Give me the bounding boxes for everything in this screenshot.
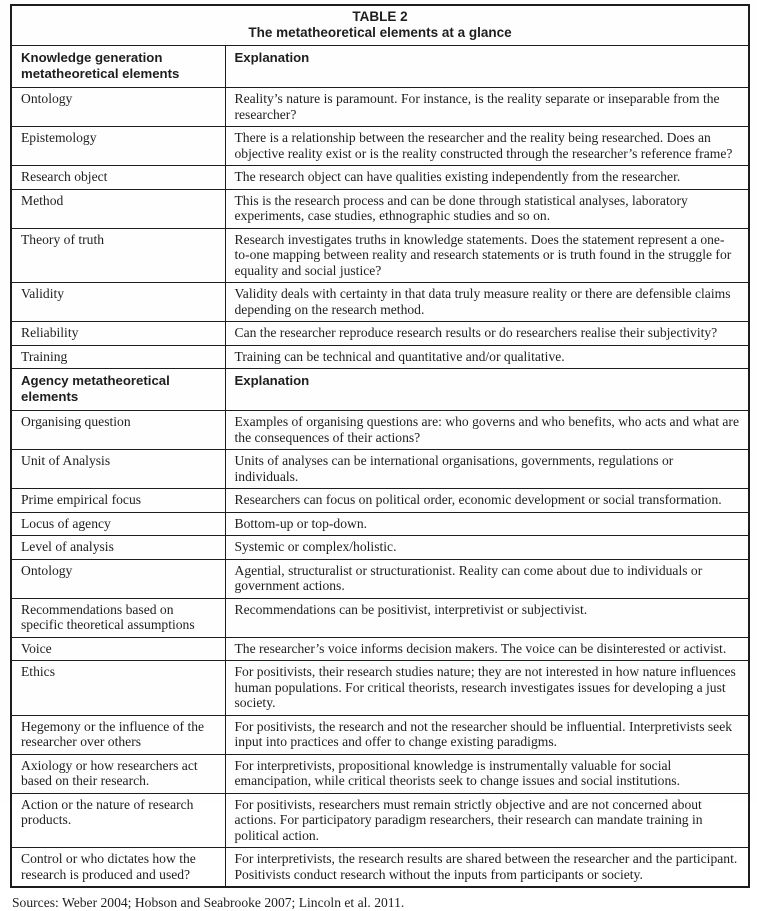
- table-row: [11, 283, 749, 322]
- section-header-element: Agency metatheoretical elements: [11, 369, 225, 411]
- table-caption: The metatheoretical elements at a glance: [248, 25, 512, 40]
- table-row: [11, 450, 749, 489]
- table-number: TABLE 2: [352, 9, 408, 24]
- table-row: [11, 754, 749, 793]
- element-cell: Control or who dictates how the research is produced and used?: [11, 848, 225, 888]
- table-row: [11, 559, 749, 598]
- element-cell: Reliability: [11, 322, 225, 346]
- table-row: [11, 189, 749, 228]
- title-row: [11, 5, 749, 46]
- explanation-cell: This is the research process and can be done through statistical analyses, laboratory experiments, case studies, ethnographic studies and so on.: [225, 189, 749, 228]
- explanation-cell: For positivists, researchers must remain strictly objective and are not concerned about actions. For participatory paradigm researchers, their research can mandate training in political action.: [225, 793, 749, 848]
- element-cell: Locus of agency: [11, 512, 225, 536]
- table-row: [11, 489, 749, 513]
- table-row: [11, 598, 749, 637]
- section-header-explanation: Explanation: [225, 369, 749, 411]
- table-row: [11, 88, 749, 127]
- section-header-element: Knowledge generation metatheoretical elements: [11, 46, 225, 88]
- table-title: [11, 5, 749, 46]
- explanation-cell: For positivists, their research studies nature; they are not interested in how nature influences human populations. For critical theorists, research investigates issues for developing a just society.: [225, 661, 749, 716]
- element-cell: Prime empirical focus: [11, 489, 225, 513]
- section-header-explanation: Explanation: [225, 46, 749, 88]
- element-cell: Theory of truth: [11, 228, 225, 283]
- table-body: [11, 5, 749, 887]
- explanation-cell: Researchers can focus on political order, economic development or social transformation.: [225, 489, 749, 513]
- element-cell: Level of analysis: [11, 536, 225, 560]
- explanation-cell: Examples of organising questions are: who governs and who benefits, who acts and what are the consequences of their actions?: [225, 411, 749, 450]
- explanation-cell: Bottom-up or top-down.: [225, 512, 749, 536]
- table-row: [11, 715, 749, 754]
- explanation-cell: Training can be technical and quantitative and/or qualitative.: [225, 345, 749, 369]
- section-header-row: [11, 369, 749, 411]
- explanation-cell: For interpretivists, the research results are shared between the researcher and the participant. Positivists conduct research without the inputs from participants or society.: [225, 848, 749, 888]
- explanation-cell: The researcher’s voice informs decision makers. The voice can be disinterested or activist.: [225, 637, 749, 661]
- element-cell: Ontology: [11, 88, 225, 127]
- element-cell: Ontology: [11, 559, 225, 598]
- explanation-cell: Reality’s nature is paramount. For instance, is the reality separate or inseparable from the researcher?: [225, 88, 749, 127]
- element-cell: Organising question: [11, 411, 225, 450]
- table-row: [11, 127, 749, 166]
- explanation-cell: Systemic or complex/holistic.: [225, 536, 749, 560]
- element-cell: Training: [11, 345, 225, 369]
- table-row: [11, 848, 749, 888]
- table-row: [11, 411, 749, 450]
- explanation-cell: Agential, structuralist or structurationist. Reality can come about due to individuals or government actions.: [225, 559, 749, 598]
- explanation-cell: Can the researcher reproduce research results or do researchers realise their subjectivity?: [225, 322, 749, 346]
- table-row: [11, 228, 749, 283]
- metatheoretical-table: [10, 4, 750, 888]
- explanation-cell: Units of analyses can be international organisations, governments, regulations or individuals.: [225, 450, 749, 489]
- table-row: [11, 536, 749, 560]
- sources-note: Sources: Weber 2004; Hobson and Seabrooke 2007; Lincoln et al. 2011.: [12, 895, 405, 910]
- element-cell: Action or the nature of research products.: [11, 793, 225, 848]
- explanation-cell: There is a relationship between the researcher and the reality being researched. Does an objective reality exist or is the reality constructed through the researcher’s reference frame?: [225, 127, 749, 166]
- table-row: [11, 322, 749, 346]
- element-cell: Axiology or how researchers act based on their research.: [11, 754, 225, 793]
- element-cell: Epistemology: [11, 127, 225, 166]
- table-row: [11, 345, 749, 369]
- element-cell: Voice: [11, 637, 225, 661]
- explanation-cell: Research investigates truths in knowledge statements. Does the statement represent a one-to-one mapping between reality and research statements or is truth found in the struggle for equality and social justice?: [225, 228, 749, 283]
- explanation-cell: For interpretivists, propositional knowledge is instrumentally valuable for social emancipation, while critical theorists seek to change issues and social institutions.: [225, 754, 749, 793]
- explanation-cell: Recommendations can be positivist, interpretivist or subjectivist.: [225, 598, 749, 637]
- explanation-cell: The research object can have qualities existing independently from the researcher.: [225, 166, 749, 190]
- table-row: [11, 512, 749, 536]
- table-row: [11, 661, 749, 716]
- element-cell: Unit of Analysis: [11, 450, 225, 489]
- table-row: [11, 637, 749, 661]
- element-cell: Hegemony or the influence of the researcher over others: [11, 715, 225, 754]
- explanation-cell: For positivists, the research and not the researcher should be influential. Interpretivists seek input into practices and offer to change existing paradigms.: [225, 715, 749, 754]
- element-cell: Validity: [11, 283, 225, 322]
- table-row: [11, 166, 749, 190]
- element-cell: Research object: [11, 166, 225, 190]
- table-row: [11, 793, 749, 848]
- explanation-cell: Validity deals with certainty in that data truly measure reality or there are defensible claims depending on the research method.: [225, 283, 749, 322]
- element-cell: Ethics: [11, 661, 225, 716]
- section-header-row: [11, 46, 749, 88]
- element-cell: Method: [11, 189, 225, 228]
- element-cell: Recommendations based on specific theoretical assumptions: [11, 598, 225, 637]
